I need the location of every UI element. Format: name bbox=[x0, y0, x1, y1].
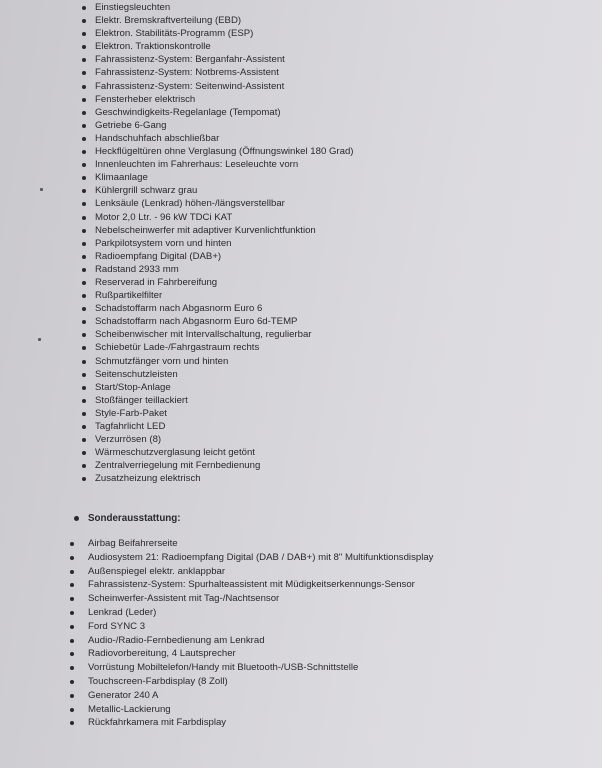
extras-heading-label: Sonderausstattung: bbox=[88, 513, 181, 524]
list-item bbox=[0, 263, 602, 276]
list-item bbox=[0, 341, 602, 354]
list-item bbox=[0, 145, 602, 158]
bullet-icon bbox=[82, 137, 86, 141]
list-item-label: Heckflügeltüren ohne Verglasung (Öffnungswinkel 180 Grad) bbox=[95, 146, 354, 158]
list-item-label: Radioempfang Digital (DAB+) bbox=[95, 250, 222, 262]
list-item bbox=[0, 407, 602, 420]
list-item-label: Geschwindigkeits-Regelanlage (Tempomat) bbox=[95, 106, 281, 118]
list-item-label: Schmutzfänger vorn und hinten bbox=[95, 355, 229, 367]
list-item-label: Fahrassistenz-System: Spurhalteassistent mit Müdigkeitserkennungs-Sensor bbox=[88, 579, 415, 591]
bullet-icon bbox=[82, 85, 86, 89]
bullet-icon bbox=[82, 425, 86, 429]
bullet-icon bbox=[82, 477, 86, 481]
list-item bbox=[0, 328, 602, 341]
bullet-icon bbox=[70, 721, 74, 725]
list-item-label: Radstand 2933 mm bbox=[95, 263, 179, 275]
list-item bbox=[0, 446, 602, 459]
list-item bbox=[0, 1, 602, 14]
list-item-label: Generator 240 A bbox=[88, 689, 159, 701]
bullet-icon bbox=[82, 163, 86, 167]
list-item-label: Schadstoffarm nach Abgasnorm Euro 6 bbox=[95, 303, 263, 315]
bullet-icon bbox=[82, 451, 86, 455]
list-item bbox=[0, 420, 602, 433]
bullet-icon bbox=[82, 294, 86, 298]
list-item bbox=[0, 14, 602, 27]
bullet-icon bbox=[70, 570, 74, 574]
bullet-icon bbox=[70, 611, 74, 615]
list-item-label: Radiovorbereitung, 4 Lautsprecher bbox=[88, 648, 236, 660]
list-item bbox=[0, 551, 602, 565]
list-item bbox=[0, 224, 602, 237]
bullet-icon bbox=[70, 556, 74, 560]
list-item bbox=[0, 355, 602, 368]
list-item bbox=[0, 132, 602, 145]
list-item-label: Metallic-Lackierung bbox=[88, 703, 171, 715]
bullet-icon bbox=[82, 6, 86, 10]
list-item-label: Wärmeschutzverglasung leicht getönt bbox=[95, 447, 255, 459]
bullet-icon bbox=[82, 98, 86, 102]
bullet-icon bbox=[82, 438, 86, 442]
extras-heading bbox=[0, 512, 602, 525]
list-item-label: Ford SYNC 3 bbox=[88, 620, 146, 632]
list-item bbox=[0, 368, 602, 381]
bullet-icon bbox=[82, 111, 86, 115]
list-item bbox=[0, 171, 602, 184]
bullet-icon bbox=[82, 399, 86, 403]
list-item bbox=[0, 459, 602, 472]
bullet-icon bbox=[70, 708, 74, 712]
list-item bbox=[0, 381, 602, 394]
list-item-label: Parkpilotsystem vorn und hinten bbox=[95, 237, 232, 249]
list-item bbox=[0, 40, 602, 53]
list-item-label: Stoßfänger teillackiert bbox=[95, 394, 188, 406]
list-item bbox=[0, 620, 602, 634]
list-item bbox=[0, 184, 602, 197]
list-item-label: Kühlergrill schwarz grau bbox=[95, 185, 198, 197]
list-item bbox=[0, 433, 602, 446]
list-item-label: Motor 2,0 Ltr. - 96 kW TDCi KAT bbox=[95, 211, 233, 223]
bullet-icon bbox=[82, 268, 86, 272]
list-item bbox=[0, 119, 602, 132]
list-item-label: Elektron. Stabilitäts-Programm (ESP) bbox=[95, 28, 254, 40]
list-item-label: Lenkrad (Leder) bbox=[88, 606, 157, 618]
list-item bbox=[0, 315, 602, 328]
list-item bbox=[0, 537, 602, 551]
bullet-icon bbox=[82, 71, 86, 75]
list-item bbox=[0, 394, 602, 407]
bullet-icon bbox=[82, 360, 86, 364]
list-item bbox=[0, 27, 602, 40]
list-item bbox=[0, 53, 602, 66]
bullet-icon bbox=[82, 412, 86, 416]
list-item-label: Fahrassistenz-System: Berganfahr-Assistent bbox=[95, 54, 285, 66]
list-item-label: Airbag Beifahrerseite bbox=[88, 538, 178, 549]
list-item bbox=[0, 703, 602, 717]
bullet-icon bbox=[70, 652, 74, 656]
list-item bbox=[0, 106, 602, 119]
bullet-icon bbox=[82, 176, 86, 180]
list-item-label: Elektron. Traktionskontrolle bbox=[95, 41, 211, 53]
list-item-label: Nebelscheinwerfer mit adaptiver Kurvenlichtfunktion bbox=[95, 224, 316, 236]
bullet-icon bbox=[82, 255, 86, 259]
list-item-label: Getriebe 6-Gang bbox=[95, 119, 167, 131]
bullet-icon bbox=[82, 333, 86, 337]
bullet-icon bbox=[82, 373, 86, 377]
list-item-label: Rußpartikelfilter bbox=[95, 290, 163, 302]
list-item bbox=[0, 565, 602, 579]
extra-equipment-list bbox=[0, 537, 602, 730]
list-item-label: Fahrassistenz-System: Seitenwind-Assistent bbox=[95, 80, 285, 92]
list-item-label: Rückfahrkamera mit Farbdisplay bbox=[88, 717, 227, 729]
list-item bbox=[0, 250, 602, 263]
bullet-icon bbox=[82, 464, 86, 468]
list-item bbox=[0, 647, 602, 661]
bullet-icon bbox=[82, 320, 86, 324]
list-item-label: Lenksäule (Lenkrad) höhen-/längsverstellbar bbox=[95, 198, 285, 210]
list-item bbox=[0, 66, 602, 79]
list-item-label: Einstiegsleuchten bbox=[95, 2, 171, 13]
list-item bbox=[0, 158, 602, 171]
bullet-icon bbox=[82, 307, 86, 311]
bullet-icon bbox=[70, 597, 74, 601]
list-item-label: Fahrassistenz-System: Notbrems-Assistent bbox=[95, 67, 279, 79]
bullet-icon bbox=[82, 19, 86, 23]
list-item-label: Style-Farb-Paket bbox=[95, 407, 167, 419]
bullet-icon bbox=[82, 45, 86, 49]
bullet-icon bbox=[74, 516, 79, 521]
list-item-label: Fensterheber elektrisch bbox=[95, 93, 196, 105]
list-item-label: Innenleuchten im Fahrerhaus: Leseleuchte vorn bbox=[95, 159, 299, 171]
list-item-label: Audio-/Radio-Fernbedienung am Lenkrad bbox=[88, 634, 265, 646]
list-item bbox=[0, 197, 602, 210]
list-item bbox=[0, 276, 602, 289]
list-item-label: Start/Stop-Anlage bbox=[95, 381, 171, 393]
list-item-label: Reserverad in Fahrbereifung bbox=[95, 276, 218, 288]
list-item bbox=[0, 472, 602, 485]
list-item-label: Vorrüstung Mobiltelefon/Handy mit Bluetooth-/USB-Schnittstelle bbox=[88, 662, 359, 674]
standard-equipment-list bbox=[0, 1, 602, 485]
list-item-label: Schiebetür Lade-/Fahrgastraum rechts bbox=[95, 342, 260, 354]
list-item-label: Außenspiegel elektr. anklappbar bbox=[88, 565, 226, 577]
bullet-icon bbox=[70, 680, 74, 684]
list-item-label: Tagfahrlicht LED bbox=[95, 421, 166, 432]
bullet-icon bbox=[70, 625, 74, 629]
list-item bbox=[0, 661, 602, 675]
bullet-icon bbox=[82, 32, 86, 36]
bullet-icon bbox=[82, 281, 86, 285]
list-item-label: Scheibenwischer mit Intervallschaltung, regulierbar bbox=[95, 329, 312, 341]
list-item bbox=[0, 578, 602, 592]
bullet-icon bbox=[70, 694, 74, 698]
bullet-icon bbox=[70, 639, 74, 643]
bullet-icon bbox=[82, 58, 86, 62]
bullet-icon bbox=[70, 542, 74, 546]
bullet-icon bbox=[82, 189, 86, 193]
bullet-icon bbox=[82, 386, 86, 390]
list-item-label: Audiosystem 21: Radioempfang Digital (DAB / DAB+) mit 8" Multifunktionsdisplay bbox=[88, 551, 434, 563]
list-item bbox=[0, 93, 602, 106]
bullet-icon bbox=[82, 242, 86, 246]
bullet-icon bbox=[82, 346, 86, 350]
list-item bbox=[0, 211, 602, 224]
list-item-label: Zusatzheizung elektrisch bbox=[95, 473, 201, 485]
list-item-label: Verzurrösen (8) bbox=[95, 434, 162, 446]
bullet-icon bbox=[82, 150, 86, 154]
list-item bbox=[0, 80, 602, 93]
list-item-label: Schadstoffarm nach Abgasnorm Euro 6d-TEMP bbox=[95, 316, 298, 328]
list-item bbox=[0, 606, 602, 620]
list-item bbox=[0, 634, 602, 648]
list-item bbox=[0, 675, 602, 689]
list-item bbox=[0, 302, 602, 315]
bullet-icon bbox=[82, 124, 86, 128]
list-item-label: Zentralverriegelung mit Fernbedienung bbox=[95, 460, 261, 472]
list-item-label: Scheinwerfer-Assistent mit Tag-/Nachtsensor bbox=[88, 593, 280, 605]
list-item bbox=[0, 592, 602, 606]
bullet-icon bbox=[82, 229, 86, 233]
list-item bbox=[0, 237, 602, 250]
list-item-label: Handschuhfach abschließbar bbox=[95, 132, 220, 144]
list-item-label: Elektr. Bremskraftverteilung (EBD) bbox=[95, 15, 242, 27]
bullet-icon bbox=[70, 666, 74, 670]
list-item-label: Seitenschutzleisten bbox=[95, 368, 178, 380]
bullet-icon bbox=[82, 202, 86, 206]
list-item bbox=[0, 689, 602, 703]
list-item-label: Klimaanlage bbox=[95, 172, 148, 184]
bullet-icon bbox=[70, 583, 74, 587]
bullet-icon bbox=[82, 216, 86, 220]
list-item bbox=[0, 289, 602, 302]
list-item bbox=[0, 716, 602, 730]
list-item-label: Touchscreen-Farbdisplay (8 Zoll) bbox=[88, 675, 228, 687]
